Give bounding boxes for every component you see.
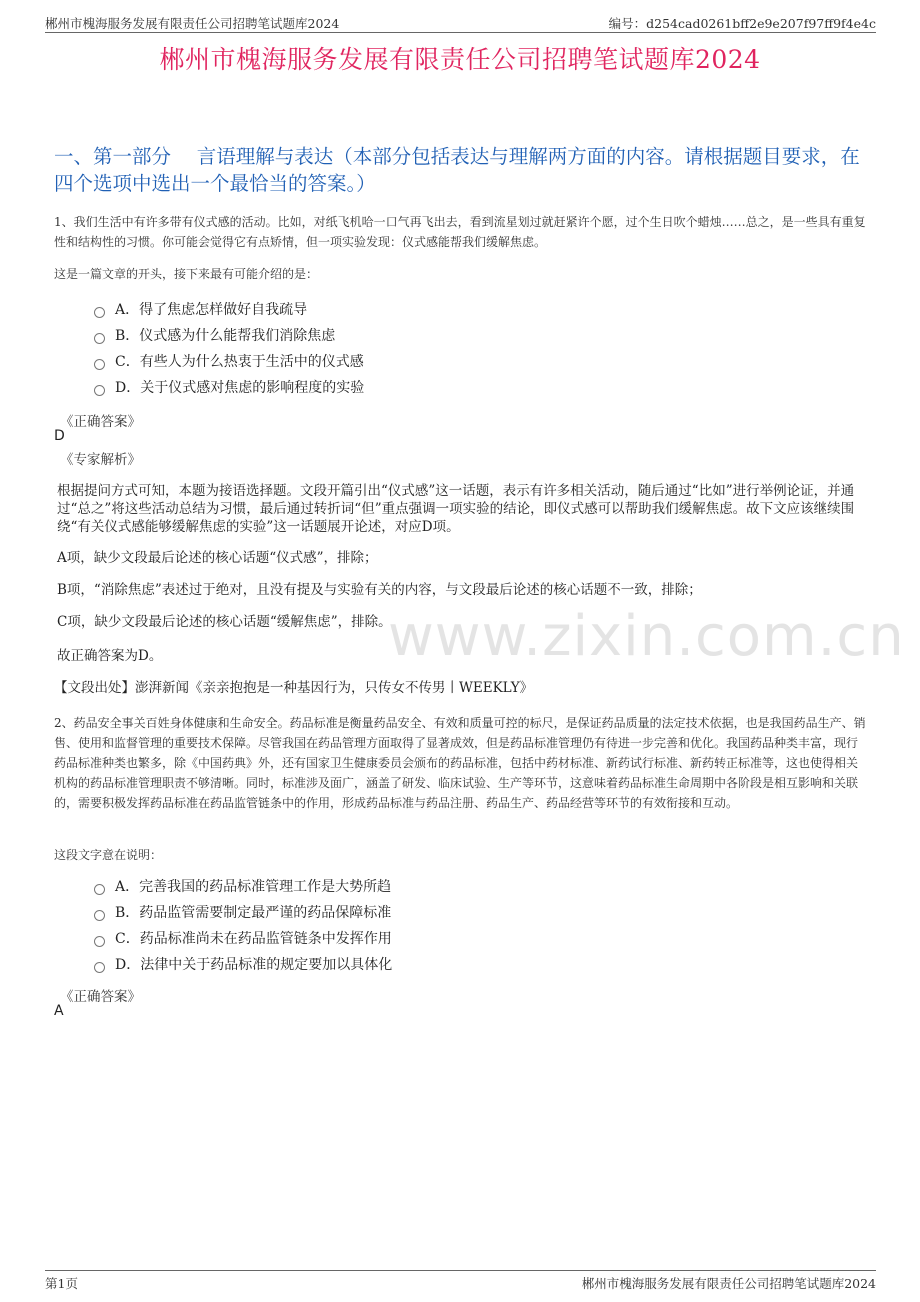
radio-icon[interactable] [94, 359, 105, 370]
option-b[interactable] [94, 322, 364, 348]
radio-icon[interactable] [94, 333, 105, 344]
footer-title: 郴州市槐海服务发展有限责任公司招聘笔试题库2024 [581, 1276, 876, 1291]
option-label: B．仪式感为什么能帮我们消除焦虑 [115, 328, 336, 344]
option-label: D．法律中关于药品标准的规定要加以具体化 [115, 957, 393, 973]
option-b[interactable] [94, 899, 392, 925]
document-title: 郴州市槐海服务发展有限责任公司招聘笔试题库2024 [159, 45, 761, 74]
radio-icon[interactable] [94, 385, 105, 396]
analysis-option-c: C项，缺少文段最后论述的核心话题“缓解焦虑”，排除。 [57, 614, 392, 630]
page-footer [45, 1270, 876, 1289]
question-2-stem: 2、药品安全事关百姓身体健康和生命安全。药品标准是衡量药品安全、有效和质量可控的标尺，是保证药品质量的法定技术依据，也是我国药品生产、销售、使用和监督管理的重要技术保障。尽管我国在药品管理方面取得了显著成效，但是药品标准管理仍有待进一步完善和优化。我国药品种类丰富，现行药品标准种类也繁多，除《中国药典》外，还有国家卫生健康委员会颁布的药品标准，包括中药材标准、新药试行标准、新药转正标准等，这也使得相关机构的药品标准管理职责不够清晰。同时，标准涉及面广，涵盖了研发、临床试验、生产等环节，这意味着药品标准生命周期中各阶段是相互影响和关联的，需要积极发挥药品标准在药品监管链条中的作用，形成药品标准与药品注册、药品生产、药品经营等环节的有效衔接和互动。 [54, 716, 866, 810]
option-label: C．有些人为什么热衷于生活中的仪式感 [115, 354, 364, 370]
header-title: 郴州市槐海服务发展有限责任公司招聘笔试题库2024 [45, 16, 340, 31]
analysis-option-a: A项，缺少文段最后论述的核心话题“仪式感”，排除； [57, 550, 378, 566]
radio-icon[interactable] [94, 910, 105, 921]
option-d[interactable] [94, 951, 392, 977]
analysis-paragraph: 根据提问方式可知，本题为接语选择题。文段开篇引出“仪式感”这一话题，表示有许多相关活动，随后通过“比如”进行举例论证，并通过“总之”将这些活动总结为习惯，最后通过转折词“但”重点强调一项实验的结论，即仪式感可以帮助我们缓解焦虑。故下文应该继续围绕“有关仪式感能够缓解焦虑的实验”这一话题展开论述，对应D项。 [57, 483, 855, 535]
question-1-options [94, 296, 364, 400]
analysis-option-b: B项，“消除焦虑”表述过于绝对，且没有提及与实验有关的内容，与文段最后论述的核心话题不一致，排除； [57, 582, 702, 598]
radio-icon[interactable] [94, 962, 105, 973]
option-c[interactable] [94, 348, 364, 374]
option-label: C．药品标准尚未在药品监管链条中发挥作用 [115, 931, 392, 947]
page-number: 第1页 [45, 1276, 78, 1291]
radio-icon[interactable] [94, 936, 105, 947]
option-label: A．完善我国的药品标准管理工作是大势所趋 [115, 879, 392, 895]
page-header [45, 14, 876, 33]
option-a[interactable] [94, 296, 364, 322]
watermark: www.zixin.com.cn [388, 604, 905, 669]
question-1-stem: 1、我们生活中有许多带有仪式感的活动。比如，对纸飞机哈一口气再飞出去，看到流星划过就赶紧许个愿，过个生日吹个蜡烛……总之，是一些具有重复性和结构性的习惯。你可能会觉得它有点矫情，但一项实验发现：仪式感能帮我们缓解焦虑。 [54, 215, 866, 249]
radio-icon[interactable] [94, 884, 105, 895]
analysis-label: 《专家解析》 [60, 452, 141, 468]
analysis-source: 【文段出处】澎湃新闻《亲亲抱抱是一种基因行为，只传女不传男丨WEEKLY》 [54, 680, 534, 696]
option-label: A．得了焦虑怎样做好自我疏导 [115, 302, 308, 318]
answer-label: 《正确答案》 [60, 414, 141, 430]
option-label: B．药品监管需要制定最严谨的药品保障标准 [115, 905, 392, 921]
option-a[interactable] [94, 873, 392, 899]
analysis-conclusion: 故正确答案为D。 [57, 648, 163, 664]
question-1-prompt: 这是一篇文章的开头，接下来最有可能介绍的是： [54, 267, 319, 281]
answer-value: A [54, 1003, 64, 1019]
answer-value: D [54, 428, 65, 444]
header-serial: 编号：d254cad0261bff2e9e207f97ff9f4e4c [608, 16, 876, 31]
option-c[interactable] [94, 925, 392, 951]
option-d[interactable] [94, 374, 364, 400]
section-heading: 一、第一部分 言语理解与表达（本部分包括表达与理解两方面的内容。请根据题目要求，在四个选项中选出一个最恰当的答案。） [54, 145, 860, 195]
answer-label: 《正确答案》 [60, 989, 141, 1005]
question-2-options [94, 873, 392, 977]
option-label: D．关于仪式感对焦虑的影响程度的实验 [115, 380, 365, 396]
question-2-prompt: 这段文字意在说明： [54, 848, 163, 862]
radio-icon[interactable] [94, 307, 105, 318]
